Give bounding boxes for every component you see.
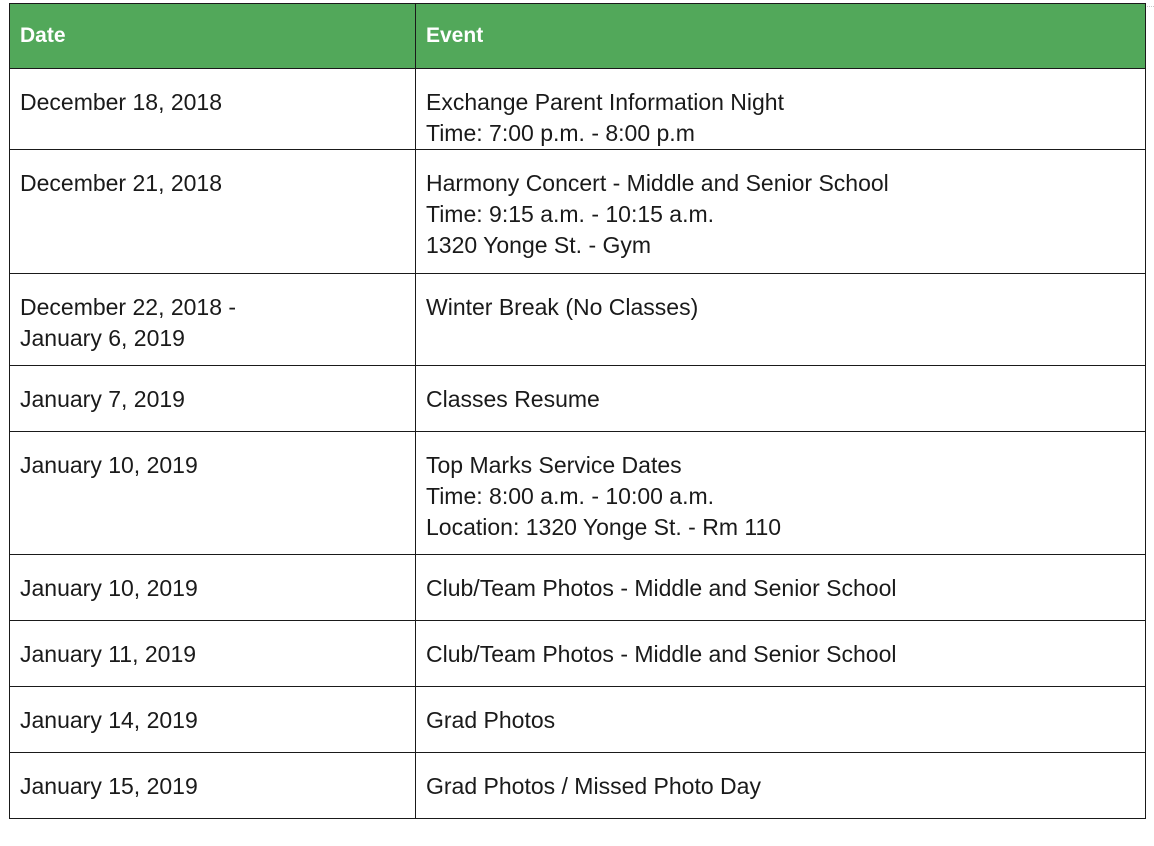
- date-line: December 18, 2018: [20, 89, 223, 115]
- event-cell: [416, 274, 1146, 366]
- date-cell: [10, 69, 416, 150]
- date-cell: [10, 274, 416, 366]
- table-row: [10, 150, 1146, 274]
- event-line: Harmony Concert - Middle and Senior School: [426, 170, 889, 196]
- date-line: January 10, 2019: [20, 452, 198, 478]
- date-cell: [10, 687, 416, 753]
- date-line: December 22, 2018 -: [20, 294, 237, 320]
- date-line: December 21, 2018: [20, 170, 223, 196]
- table-row: [10, 621, 1146, 687]
- event-line: Exchange Parent Information Night: [426, 89, 784, 115]
- event-cell: [416, 753, 1146, 819]
- event-line: 1320 Yonge St. - Gym: [426, 232, 652, 258]
- event-cell: [416, 432, 1146, 555]
- date-line: January 7, 2019: [20, 386, 185, 412]
- event-line: Location: 1320 Yonge St. - Rm 110: [426, 514, 782, 540]
- event-line: Top Marks Service Dates: [426, 452, 682, 478]
- event-line: Club/Team Photos - Middle and Senior School: [426, 575, 897, 601]
- date-line: January 11, 2019: [20, 641, 197, 667]
- table-row: [10, 366, 1146, 432]
- event-cell: [416, 69, 1146, 150]
- event-line: Classes Resume: [426, 386, 600, 412]
- date-line: January 14, 2019: [20, 707, 198, 733]
- date-line: January 15, 2019: [20, 773, 198, 799]
- date-cell: [10, 150, 416, 274]
- table-header-row: [10, 4, 1146, 69]
- event-line: Time: 7:00 p.m. - 8:00 p.m: [426, 120, 695, 146]
- event-cell: [416, 366, 1146, 432]
- event-column-header: Event: [416, 4, 1146, 69]
- event-line: Time: 9:15 a.m. - 10:15 a.m.: [426, 201, 715, 227]
- date-line: January 10, 2019: [20, 575, 198, 601]
- table-row: [10, 432, 1146, 555]
- date-cell: [10, 555, 416, 621]
- event-line: Time: 8:00 a.m. - 10:00 a.m.: [426, 483, 715, 509]
- date-line: January 6, 2019: [20, 325, 185, 351]
- event-cell: [416, 150, 1146, 274]
- table-row: [10, 274, 1146, 366]
- date-cell: [10, 366, 416, 432]
- table-row: [10, 687, 1146, 753]
- event-cell: [416, 687, 1146, 753]
- date-cell: [10, 621, 416, 687]
- event-line: Winter Break (No Classes): [426, 294, 699, 320]
- table-row: [10, 555, 1146, 621]
- date-column-header: Date: [10, 4, 416, 69]
- date-cell: [10, 432, 416, 555]
- event-line: Grad Photos: [426, 707, 556, 733]
- events-table: [9, 3, 1146, 819]
- event-line: Club/Team Photos - Middle and Senior School: [426, 641, 897, 667]
- event-cell: [416, 555, 1146, 621]
- table-row: [10, 753, 1146, 819]
- date-cell: [10, 753, 416, 819]
- table-row: [10, 69, 1146, 150]
- event-line: Grad Photos / Missed Photo Day: [426, 773, 761, 799]
- event-cell: [416, 621, 1146, 687]
